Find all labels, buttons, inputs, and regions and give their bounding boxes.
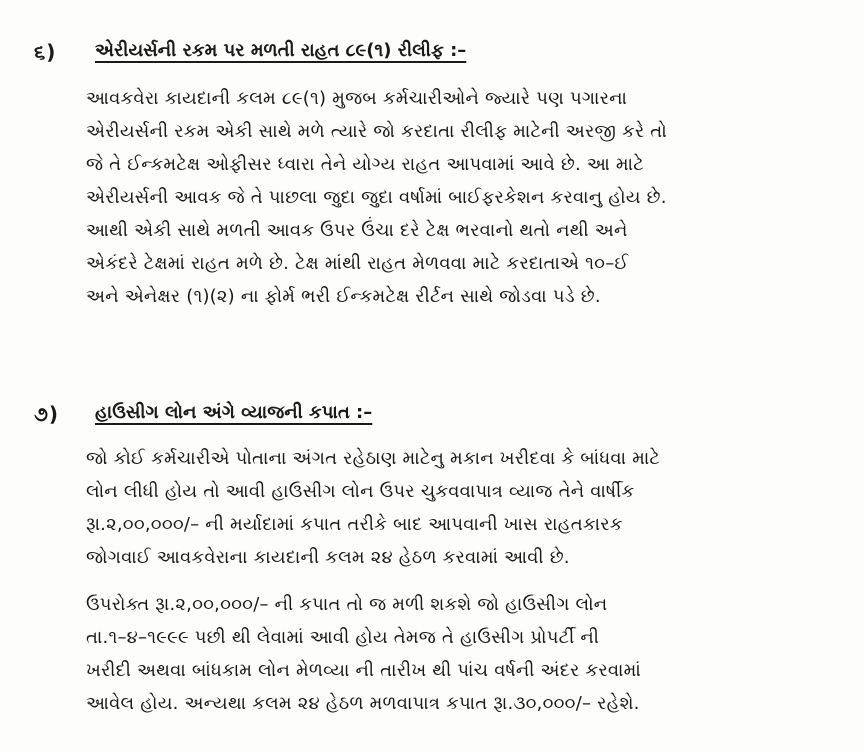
paragraph-line: એરીયર્સની આવક જે તે પાછલા જુદા જુદા વર્ષામાં બાઈફરકેશન કરવાનુ હોય છે. (86, 187, 667, 208)
section-7-heading (0, 398, 864, 434)
paragraph-line: એરીયર્સની રકમ એકી સાથે મળે ત્યારે જો કરદાતા રીલીફ માટેની અરજી કરે તો (86, 121, 667, 142)
section-7-paragraph-1 (86, 442, 806, 574)
section-6-title: એરીયર્સની રકમ પર મળતી રાહત ૮૯(૧) રીલીફ :– (95, 40, 467, 61)
section-7-paragraph-2 (86, 588, 806, 720)
paragraph-line: રૂા.૨,૦૦,૦૦૦/– ની મર્યાદામાં કપાત તરીકે બાદ આપવાની ખાસ રાહતકારક (86, 514, 623, 535)
section-7 (0, 398, 864, 720)
paragraph-line: લોન લીધી હોય તો આવી હાઉસીગ લોન ઉપર ચુકવવાપાત્ર વ્યાજ તેને વાર્ષીક (86, 481, 635, 502)
paragraph-line: ખરીદી અથવા બાંધકામ લોન મેળવ્યા ની તારીખ થી પાંચ વર્ષની અંદર કરવામાં (86, 660, 641, 681)
section-6 (0, 36, 864, 313)
paragraph-line: જોગવાઈ આવકવેરાના કાયદાની કલમ ૨૪ હેઠળ કરવામાં આવી છે. (86, 547, 570, 568)
paragraph-line: તા.૧–૪–૧૯૯૯ પછી થી લેવામાં આવી હોય તેમજ તે હાઉસીગ પ્રોપર્ટી ની (86, 627, 600, 648)
paragraph-line: આથી એકી સાથે મળતી આવક ઉપર ઉંચા દરે ટેક્ષ ભરવાનો થતો નથી અને (86, 220, 628, 241)
paragraph-line: અને એનેક્ષર (૧)(૨) ના ફોર્મ ભરી ઈન્કમટેક્ષ રીર્ટન સાથે જોડવા પડે છે. (86, 286, 601, 307)
paragraph-line: આવેલ હોય. અન્યથા કલમ ૨૪ હેઠળ મળવાપાત્ર કપાત રૂા.૩૦,૦૦૦/– રહેશે. (86, 693, 640, 714)
paragraph-line: એકંદરે ટેક્ષમાં રાહત મળે છે. ટેક્ષ માંથી રાહત મેળવવા માટે કરદાતાએ ૧૦–ઈ (86, 253, 629, 274)
paragraph-line: ઉપરોક્ત રૂા.૨,૦૦,૦૦૦/– ની કપાત તો જ મળી શકશે જો હાઉસીગ લોન (86, 594, 608, 615)
paragraph-line: જે તે ઈન્કમટેક્ષ ઓફીસર ધ્વારા તેને યોગ્ય રાહત આપવામાં આવે છે. આ માટે (86, 154, 644, 175)
section-7-title: હાઉસીગ લોન અંગે વ્યાજની કપાત :– (95, 402, 373, 423)
section-6-number: ૬) (34, 40, 57, 64)
section-6-paragraph (86, 82, 806, 313)
paragraph-line: આવકવેરા કાયદાની કલમ ૮૯(૧) મુજબ કર્મચારીઓને જ્યારે પણ પગારના (86, 88, 628, 109)
paragraph-line: જો કોઈ કર્મચારીએ પોતાના અંગત રહેઠાણ માટેનુ મકાન ખરીદવા કે બાંધવા માટે (86, 448, 661, 469)
section-6-heading (0, 36, 864, 72)
section-7-number: ૭) (34, 402, 60, 426)
